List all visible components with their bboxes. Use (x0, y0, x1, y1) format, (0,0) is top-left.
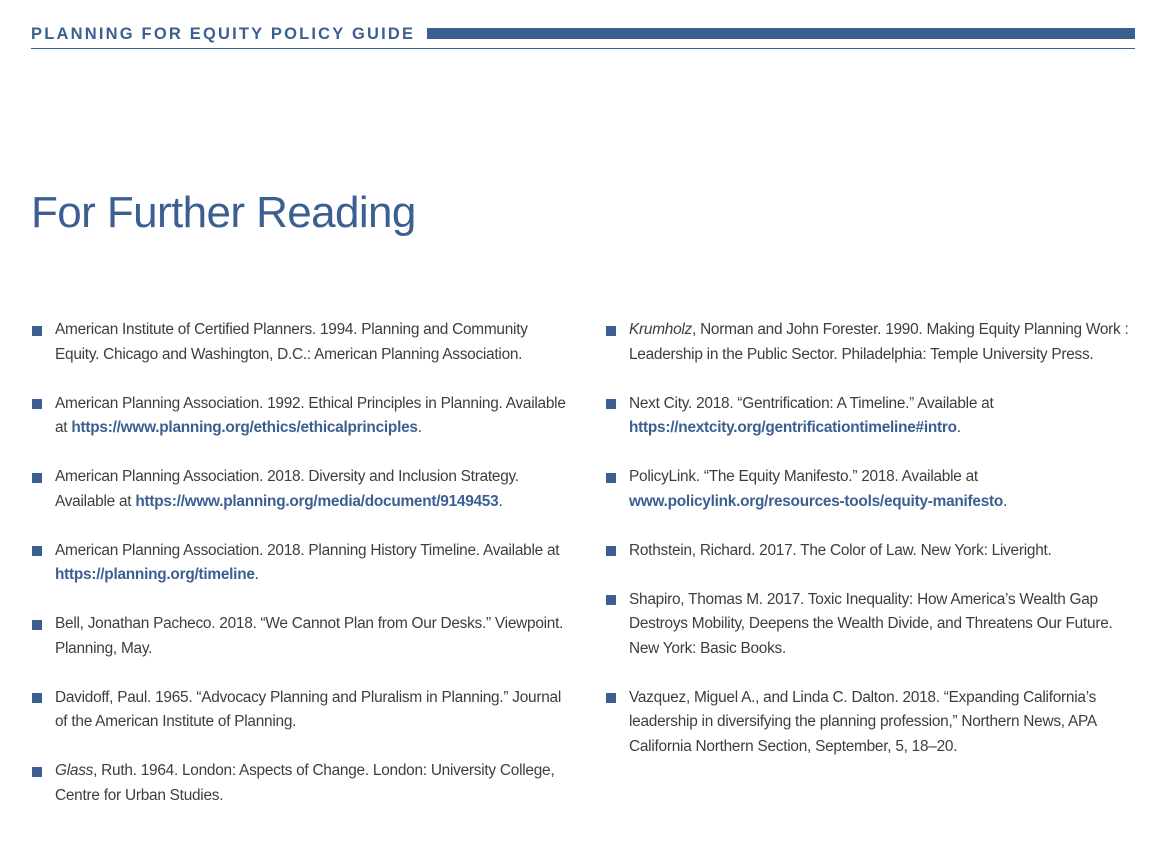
bullet-icon (606, 595, 616, 605)
reference-item (32, 318, 572, 367)
reference-text: American Planning Association. 2018. Planning History Timeline. Available at (55, 541, 560, 559)
bullet-icon (32, 399, 42, 409)
reference-link[interactable]: https://www.planning.org/ethics/ethicalprinciples (71, 419, 418, 436)
reference-item (32, 759, 572, 808)
reference-text: Davidoff, Paul. 1965. “Advocacy Planning and Pluralism in Planning.” Journal of the American Institute of Planning. (55, 688, 562, 730)
reference-text: , Ruth. 1964. London: Aspects of Change. London: University College, Centre for Urban Studies. (55, 762, 555, 804)
reference-item (32, 465, 572, 514)
bullet-icon (32, 326, 42, 336)
reference-text: , Norman and John Forester. 1990. Making Equity Planning Work : Leadership in the Public Sector. Philadelphia: Temple University Press. (629, 321, 1129, 363)
bullet-icon (606, 693, 616, 703)
guide-title: PLANNING FOR EQUITY POLICY GUIDE (31, 25, 416, 43)
references-left-column (32, 318, 572, 833)
reference-text: American Institute of Certified Planners. 1994. Planning and Community Equity. Chicago and Washington, D.C.: American Planning Association. (55, 321, 528, 363)
references-right-column (606, 318, 1146, 784)
page-title: For Further Reading (31, 188, 416, 237)
bullet-icon (32, 546, 42, 556)
reference-item (606, 539, 1146, 564)
bullet-icon (606, 326, 616, 336)
reference-text: Rothstein, Richard. 2017. The Color of Law. New York: Liveright. (629, 541, 1052, 559)
reference-item (606, 686, 1146, 760)
reference-text-end: . (498, 492, 503, 510)
reference-text-end: . (1003, 492, 1008, 510)
bullet-icon (606, 473, 616, 483)
header-rule (31, 48, 1135, 49)
reference-link[interactable]: www.policylink.org/resources-tools/equity-manifesto (629, 492, 1004, 510)
bullet-icon (32, 620, 42, 630)
reference-author-italic: Krumholz (629, 321, 693, 338)
reference-text: Next City. 2018. “Gentrification: A Timeline.” Available at (629, 394, 994, 412)
reference-text: Bell, Jonathan Pacheco. 2018. “We Cannot Plan from Our Desks.” Viewpoint. Planning, May. (55, 615, 564, 657)
reference-text: PolicyLink. “The Equity Manifesto.” 2018. Available at (629, 468, 978, 485)
reference-item (606, 465, 1146, 514)
reference-text: American Planning Association. 2018. Diversity and Inclusion Strategy. Available at (55, 468, 519, 510)
reference-item (32, 392, 572, 441)
reference-text: Vazquez, Miguel A., and Linda C. Dalton. 2018. “Expanding California’s leadership in diversifying the planning profession,” Northern News, APA California Northern Section, September, 5, 18–20. (629, 688, 1097, 755)
reference-text-end: . (254, 566, 259, 583)
page-header (31, 22, 1135, 50)
reference-text: American Planning Association. 1992. Ethical Principles in Planning. Available at (55, 394, 566, 436)
reference-link[interactable]: https://planning.org/timeline (55, 566, 255, 583)
reference-link[interactable]: https://www.planning.org/media/document/9149453 (135, 492, 499, 510)
header-bar (427, 28, 1135, 39)
reference-item (32, 686, 572, 735)
reference-text: Shapiro, Thomas M. 2017. Toxic Inequality: How America’s Wealth Gap Destroys Mobility, Deepens the Wealth Divide, and Threatens Our Future. New York: Basic Books. (629, 590, 1113, 657)
bullet-icon (32, 693, 42, 703)
reference-text-end: . (956, 419, 961, 436)
reference-link[interactable]: https://nextcity.org/gentrificationtimeline#intro (629, 419, 957, 436)
reference-item (606, 588, 1146, 662)
reference-item (606, 318, 1146, 367)
bullet-icon (32, 473, 42, 483)
reference-author-italic: Glass (55, 762, 94, 779)
reference-text-end: . (417, 419, 422, 436)
reference-item (32, 539, 572, 588)
bullet-icon (606, 546, 616, 556)
bullet-icon (606, 399, 616, 409)
reference-item (32, 612, 572, 661)
bullet-icon (32, 767, 42, 777)
reference-item (606, 392, 1146, 441)
